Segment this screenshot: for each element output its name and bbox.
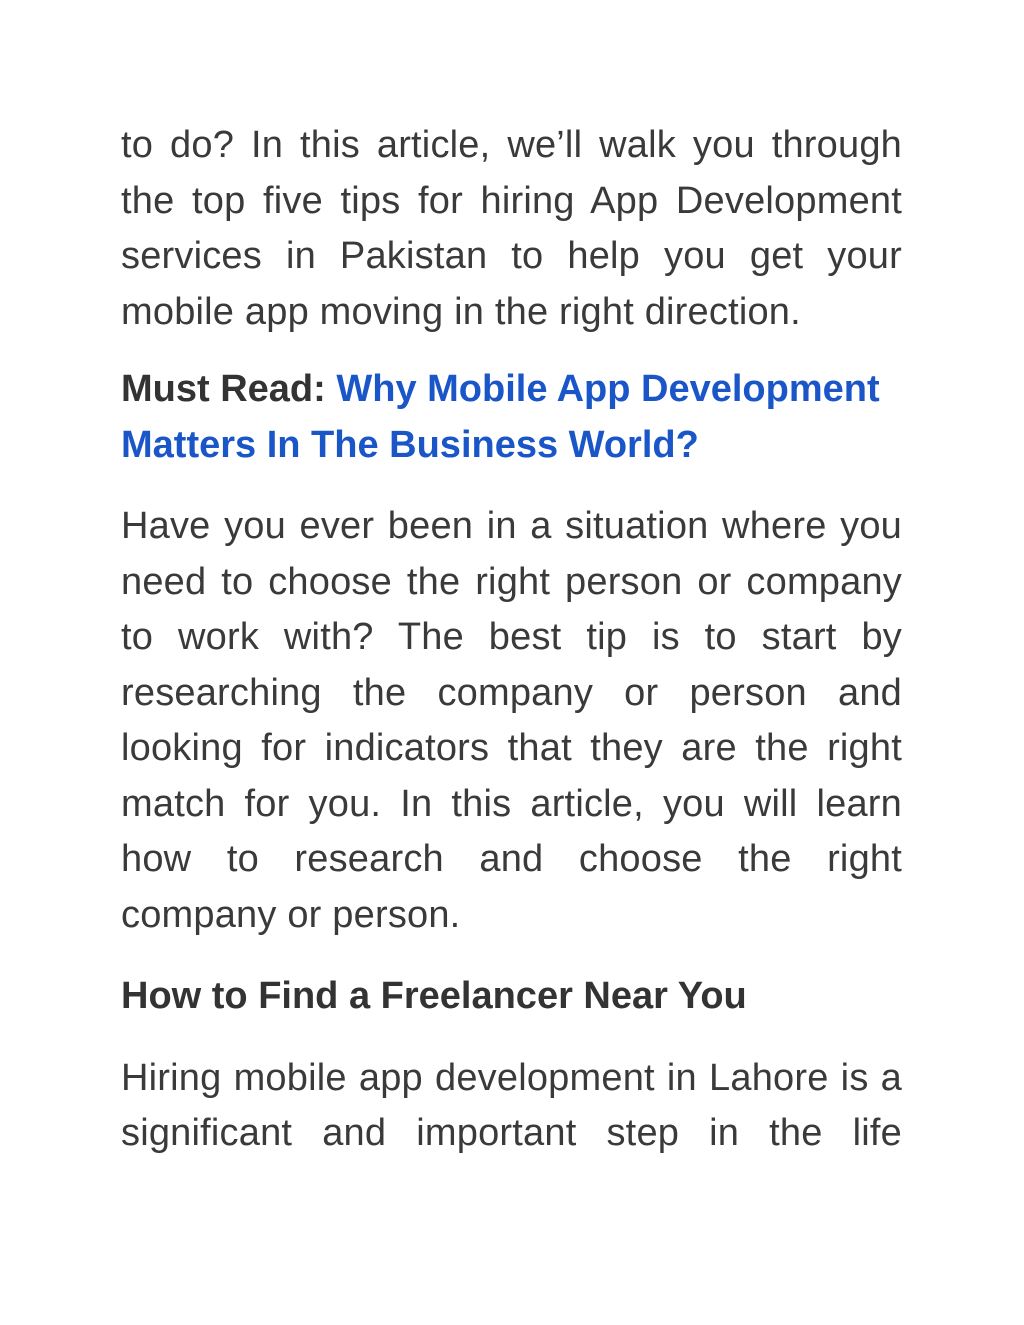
must-read-label: Must Read: <box>121 368 326 410</box>
intro-paragraph: to do? In this article, we’ll walk you through the top five tips for hiring App Development services in Pakistan to help you get your mobile app moving in the right direction. <box>121 124 902 333</box>
article-body <box>121 118 902 1162</box>
section-heading: How to Find a Freelancer Near You <box>121 975 747 1017</box>
section-paragraph: Hiring mobile app development in Lahore is a significant and important step in the life <box>121 1056 902 1154</box>
must-read-link[interactable]: Why Mobile App Development Matters In The Business World? <box>121 368 880 466</box>
body-paragraph: Have you ever been in a situation where you need to choose the right person or company to work with? The best tip is to start by researching the company or person and looking for indicators that they are the right match for you. In this article, you will learn how to research and choose the right company or person. <box>121 505 902 936</box>
must-read-callout <box>121 362 902 473</box>
